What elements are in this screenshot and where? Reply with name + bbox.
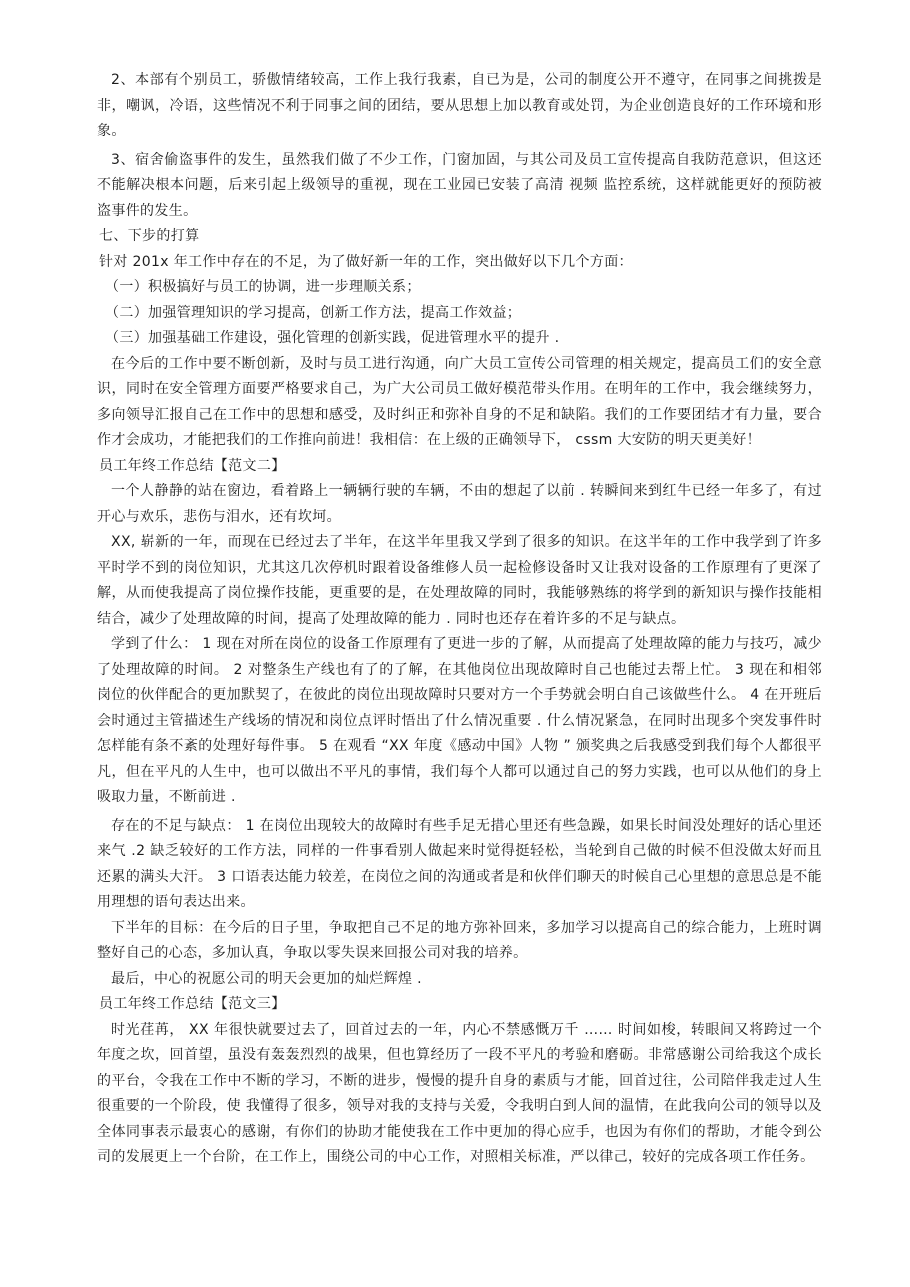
list-item-plan-2: （二）加强管理知识的学习提高，创新工作方法，提高工作效益；: [105, 304, 522, 321]
paragraph-sample2-goals: 下半年的目标：在今后的日子里，争取把自己不足的地方弥补回来，多加学习以提高自己的综合能力，上班时调整好自己的心态，多加认真，争取以零失误来回报公司对我的培养。: [97, 919, 822, 961]
paragraph-sample2-intro: 一个人静静的站在窗边，看着路上一辆辆行驶的车辆，不由的想起了以前 . 转瞬间来到红牛已经一年多了，有过开心与欢乐，悲伤与泪水，还有坎坷。: [97, 483, 822, 525]
paragraph-sample3-body: 时光荏苒， XX 年很快就要过去了，回首过去的一年，内心不禁感慨万千 …… 时间如梭，转眼间又将跨过一个年度之坎，回首望，虽没有轰轰烈烈的战果，但也算经历了一段不平凡的考验和磨砺。非常感谢公司给我这个成长的平台，令我在工作中不断的学习，不断的进步，慢慢的提升自身的素质与才能，回首过往，公司陪伴我走过人生很重要的一个阶段，使 我懂得了很多，领导对我的支持与关爱，令我明白到人间的温情，在此我向公司的领导以及全体同事表示最衷心的感谢，有你们的协助才能使我在工作中更加的得心应手，也因为有你们的帮助，才能令到公司的发展更上一个台阶，在工作上，围绕公司的中心工作，对照相关标准，严以律己，较好的完成各项工作任务。: [97, 1021, 822, 1165]
list-item-plan-1: （一）积极搞好与员工的协调，进一步理顺关系；: [105, 279, 421, 295]
paragraph-sample2-closing: 最后，中心的祝愿公司的明天会更加的灿烂辉煌 .: [111, 970, 422, 987]
paragraph-sample2-learned: 学到了什么： 1 现在对所在岗位的设备工作原理有了更进一步的了解，从而提高了处理故障的能力与技巧，减少了处理故障的时间。 2 对整条生产线也有了的了解，在其他岗位出现故障时自己也能过去帮上忙。 3 现在和相邻岗位的伙伴配合的更加默契了，在彼此的岗位出现故障时只要对方一个手势就会明白自己该做些什么。 4 在开班后会时通过主管描述生产线场的情况和岗位点评时悟出了什么情况重要 . 什么情况紧急，在同时出现多个突发事件时怎样能有条不紊的处理好每件事。 5 在观看 “XX 年度《感动中国》人物 ” 颁奖典之后我感受到我们每个人都很平凡，但在平凡的人生中，也可以做出不平凡的事情，我们每个人都可以通过自己的努力实践，也可以从他们的身上吸取力量，不断前进 .: [97, 636, 822, 805]
paragraph-item-3: 3、宿舍偷盗事件的发生，虽然我们做了不少工作，门窗加固，与其公司及员工宣传提高自我防范意识，但这还不能解决根本问题，后来引起上级领导的重视，现在工业园已安装了高清 视频 监控系统，这样就能更好的预防被盗事件的发生。: [97, 151, 822, 219]
paragraph-sample2-halfyear: XX, 崭新的一年，而现在已经过去了半年，在这半年里我又学到了很多的知识。在这半年的工作中我学到了许多平时学不到的岗位知识，尤其这几次停机时跟着设备维修人员一起检修设备时又让我对设备的工作原理有了更深了解，从而使我提高了岗位操作技能，更重要的是，在处理故障的同时，我能够熟练的将学到的新知识与操作技能相结合，减少了处理故障的时间，提高了处理故障的能力 . 同时也还存在着许多的不足与缺点。: [97, 534, 822, 627]
section-heading-sample-3: 员工年终工作总结【范文三】: [99, 996, 286, 1012]
paragraph-sample2-shortcomings: 存在的不足与缺点： 1 在岗位出现较大的故障时有些手足无措心里还有些急躁，如果长时间没处理好的话心里还来气 .2 缺乏较好的工作方法，同样的一件事看别人做起来时觉得挺轻松，当轮到自己做的时候不但没做太好而且还累的满头大汗。 3 口语表达能力较差，在岗位之间的沟通或者是和伙伴们聊天的时候自己心里想的意思总是不能用理想的语句表达出来。: [97, 817, 822, 910]
paragraph-item-2: 2、本部有个别员工，骄傲情绪较高，工作上我行我素，自已为是，公司的制度公开不遵守，在同事之间挑拨是非，嘲讽，冷语，这些情况不利于同事之间的团结，要从思想上加以教育或处罚，为企业创造良好的工作环境和形象。: [97, 72, 822, 139]
list-item-plan-3: （三）加强基础工作建设，强化管理的创新实践，促进管理水平的提升 .: [105, 330, 560, 346]
section-heading-next-plan: 七、下步的打算: [99, 228, 200, 244]
section-heading-sample-2: 员工年终工作总结【范文二】: [99, 457, 286, 474]
paragraph-conclusion-1: 在今后的工作中要不断创新，及时与员工进行沟通，向广大员工宣传公司管理的相关规定，提高员工们的安全意识，同时在安全管理方面要严格要求自己，为广大公司员工做好模范带头作用。在明年的工作中，我会继续努力，多向领导汇报自己在工作中的思想和感受，及时纠正和弥补自身的不足和缺陷。我们的工作要团结才有力量，要合作才会成功，才能把我们的工作推向前进！我相信：在上级的正确领导下， cssm 大安防的明天更美好！: [97, 355, 822, 448]
paragraph-plan-intro: 针对 201x 年工作中存在的不足，为了做好新一年的工作，突出做好以下几个方面：: [99, 253, 633, 270]
